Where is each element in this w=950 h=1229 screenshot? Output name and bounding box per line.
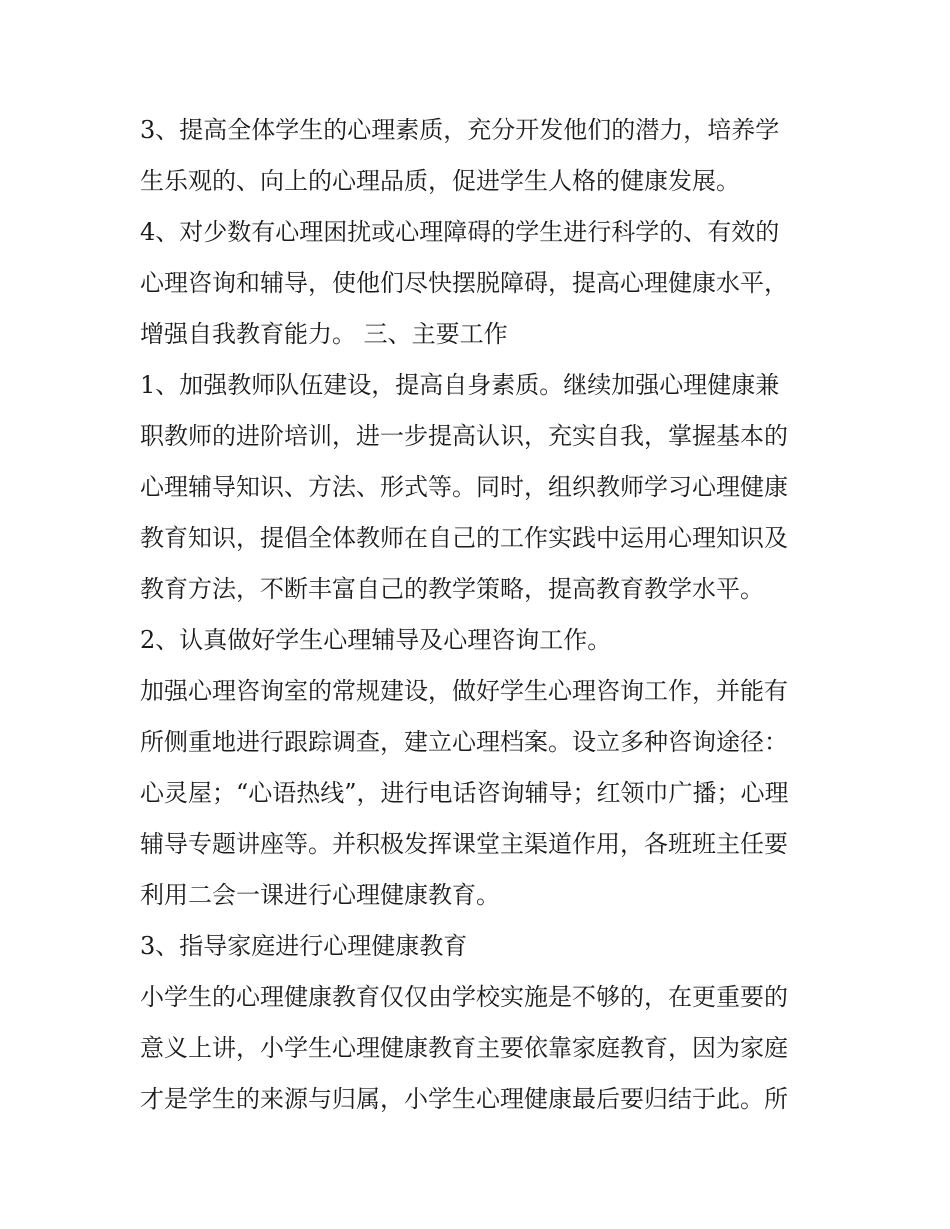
text-line-3: 4、对少数有心理困扰或心理障碍的学生进行科学的、有效的	[140, 218, 780, 246]
text-line-2: 生乐观的、向上的心理品质，促进学生人格的健康发展。	[140, 167, 740, 195]
text-line-17: 3、指导家庭进行心理健康教育	[140, 932, 468, 960]
text-line-5: 增强自我教育能力。 三、主要工作	[140, 320, 508, 348]
text-line-6: 1、加强教师队伍建设，提高自身素质。继续加强心理健康兼	[140, 371, 780, 399]
text-line-20: 才是学生的来源与归属，小学生心理健康最后要归结于此。所	[140, 1085, 788, 1113]
text-line-10: 教育方法，不断丰富自己的教学策略，提高教育教学水平。	[140, 575, 764, 603]
text-line-11: 2、认真做好学生心理辅导及心理咨询工作。	[140, 626, 612, 654]
text-line-1: 3、提高全体学生的心理素质，充分开发他们的潜力，培养学	[140, 116, 780, 144]
text-line-9: 教育知识，提倡全体教师在自己的工作实践中运用心理知识及	[140, 524, 788, 552]
text-line-4: 心理咨询和辅导，使他们尽快摆脱障碍，提高心理健康水平，	[140, 269, 788, 297]
text-line-14: 心灵屋；“心语热线”，进行电话咨询辅导；红领巾广播；心理	[140, 779, 789, 807]
text-line-13: 所侧重地进行跟踪调查，建立心理档案。设立多种咨询途径：	[140, 728, 788, 756]
text-line-8: 心理辅导知识、方法、形式等。同时，组织教师学习心理健康	[140, 473, 788, 501]
document-body	[140, 105, 816, 1125]
text-line-16: 利用二会一课进行心理健康教育。	[140, 881, 500, 909]
text-line-18: 小学生的心理健康教育仅仅由学校实施是不够的，在更重要的	[140, 983, 788, 1011]
text-line-7: 职教师的进阶培训，进一步提高认识，充实自我，掌握基本的	[140, 422, 788, 450]
text-line-19: 意义上讲，小学生心理健康教育主要依靠家庭教育，因为家庭	[140, 1034, 788, 1062]
text-line-12: 加强心理咨询室的常规建设，做好学生心理咨询工作，并能有	[140, 677, 788, 705]
text-line-15: 辅导专题讲座等。并积极发挥课堂主渠道作用，各班班主任要	[140, 830, 788, 858]
